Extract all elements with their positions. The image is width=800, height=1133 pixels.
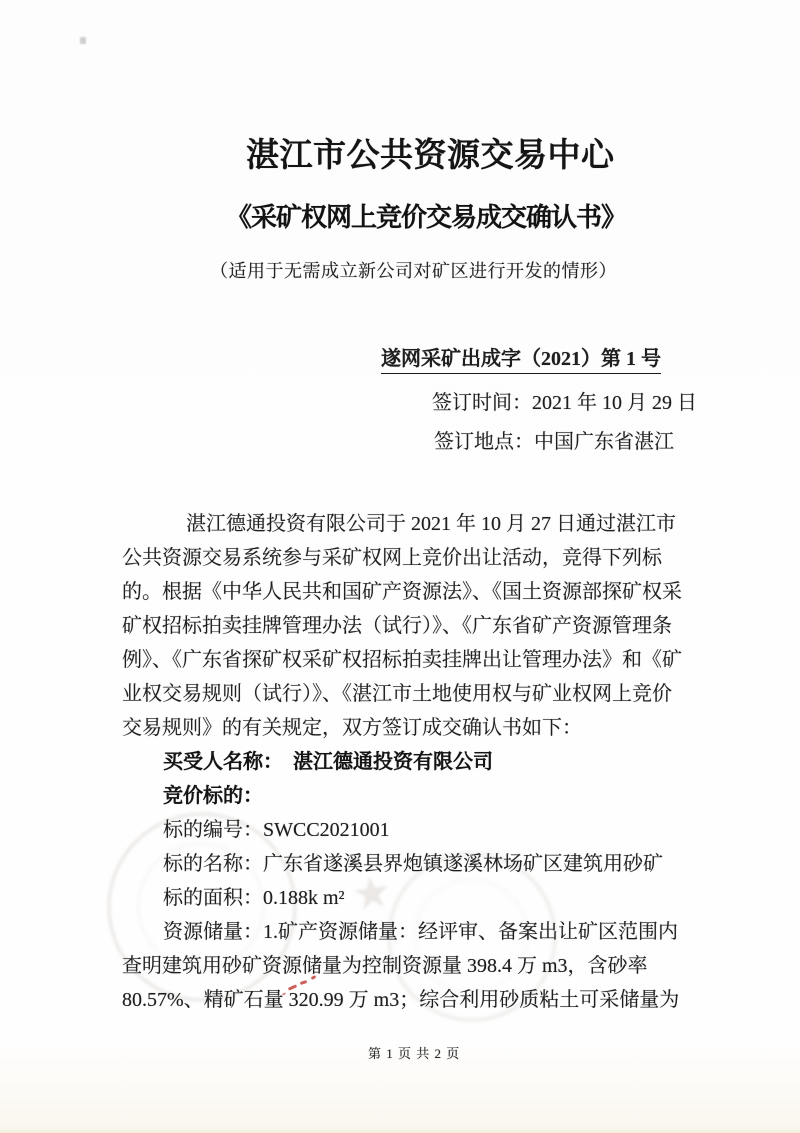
body-line: 矿权招标拍卖挂牌管理办法（试行）》、《广东省矿产资源管理条: [122, 615, 672, 637]
body-line: 湛江德通投资有限公司于 2021 年 10 月 27 日通过湛江市: [186, 513, 676, 535]
document-title: 《采矿权网上竞价交易成交确认书》: [226, 203, 627, 232]
body-line: 80.57%、精矿石量 320.99 万 m3；综合利用砂质粘土可采储量为: [122, 989, 680, 1011]
body-line: 标的面积：0.188k m²: [163, 887, 345, 909]
body-line: 标的名称：广东省遂溪县界炮镇遂溪林场矿区建筑用砂矿: [163, 853, 663, 875]
document-number-text: 遂网采矿出成字（2021）第 1 号: [381, 348, 661, 374]
body-line: 公共资源交易系统参与采矿权网上竞价出让活动，竞得下列标: [122, 547, 662, 569]
body-line: 竞价标的：: [163, 785, 263, 807]
body-line: 交易规则》的有关规定，双方签订成交确认书如下：: [122, 717, 582, 739]
body-line: 业权交易规则（试行）》、《湛江市土地使用权与矿业权网上竞价: [122, 683, 672, 705]
applicability-note: （适用于无需成立新公司对矿区进行开发的情形）: [210, 261, 617, 281]
body-line: 买受人名称： 湛江德通投资有限公司: [163, 751, 493, 773]
body-text: [122, 507, 722, 1017]
body-line: 查明建筑用砂矿资源储量为控制资源量 398.4 万 m3，含砂率: [122, 955, 648, 977]
signing-place: 签订地点：中国广东省湛江: [434, 431, 674, 453]
signing-time: 签订时间：2021 年 10 月 29 日: [432, 392, 697, 414]
seal-bleedthrough-star-icon: ★: [348, 866, 395, 921]
body-line: 资源储量：1.矿产资源储量：经评审、备案出让矿区范围内: [163, 921, 678, 943]
page-number-indicator: 第 1 页 共 2 页: [368, 1046, 461, 1061]
scan-smudge: [80, 37, 86, 44]
body-line: 例》、《广东省探矿权采矿权招标拍卖挂牌出让管理办法》和《矿: [122, 649, 682, 671]
body-line: 的。根据《中华人民共和国矿产资源法》、《国土资源部探矿权采: [122, 581, 682, 603]
body-line: 标的编号：SWCC2021001: [163, 819, 390, 841]
organization-title: 湛江市公共资源交易中心: [246, 138, 615, 174]
document-number: [381, 342, 661, 371]
